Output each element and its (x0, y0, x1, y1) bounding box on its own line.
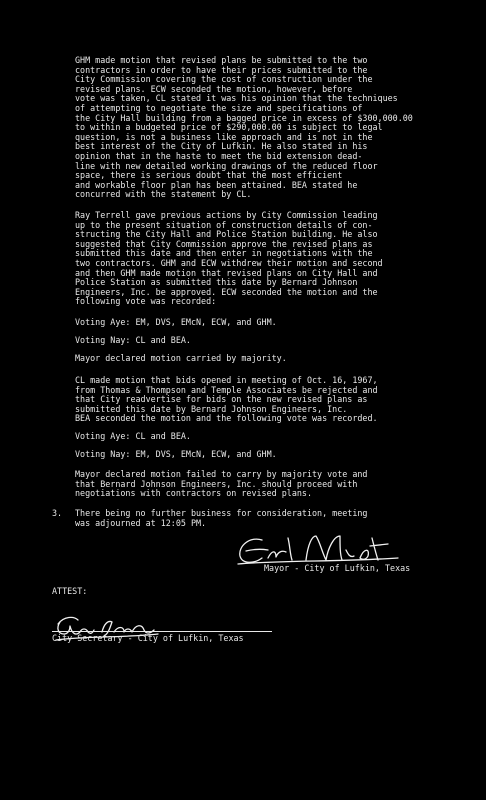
paragraph-ray-terrell (75, 211, 470, 307)
mayor-declaration-first: Mayor declared motion carried by majority. (75, 353, 287, 363)
text-line: and workable floor plan has been attained. BEA stated he (75, 180, 358, 190)
signature-line (52, 631, 272, 632)
text-line: concurred with the statement by CL. (75, 190, 252, 200)
text-line: opinion that in the haste to meet the bid extension dead- (75, 151, 363, 161)
text-line: negotiations with contractors on revised plans. (75, 489, 312, 499)
text-line: GHM made motion that revised plans be submitted to the two (75, 56, 368, 65)
paragraph-reject-bids-motion (75, 376, 470, 424)
text-line: submitted this date by Bernard Johnson Engineers, Inc. (75, 404, 348, 414)
text-line: suggested that City Commission approve the revised plans as (75, 239, 373, 249)
text-line: was adjourned at 12:05 PM. (75, 518, 207, 528)
item-number: 3. (52, 508, 63, 518)
text-line: contractors in order to have their prices submitted to the (75, 65, 368, 75)
text-line: Ray Terrell gave previous actions by City Commission leading (75, 211, 378, 220)
text-line: that Bernard Johnson Engineers, Inc. should proceed with (75, 479, 358, 489)
text-line: CL made motion that bids opened in meeting of Oct. 16, 1967, (75, 376, 378, 385)
text-line: from Thomas & Thompson and Temple Associates be rejected and (75, 385, 378, 395)
text-line: There being no further business for consideration, meeting (75, 509, 368, 518)
text-line: up to the present situation of construction details of con- (75, 220, 373, 230)
mayor-title: Mayor - City of Lufkin, Texas (264, 563, 411, 573)
text-line: submitted this date and then enter in negotiations with the (75, 249, 373, 259)
vote-nay-first: Voting Nay: CL and BEA. (75, 335, 191, 345)
text-line: BEA seconded the motion and the following vote was recorded. (75, 414, 378, 424)
text-line: best interest of the City of Lufkin. He also stated in his (75, 142, 368, 152)
text-line: and then GHM made motion that revised plans on City Hall and (75, 268, 378, 278)
text-line: of attempting to negotiate the size and specifications of (75, 103, 363, 113)
text-line: revised plans. ECW seconded the motion, however, before (75, 84, 353, 94)
text-line: Engineers, Inc. be approved. ECW seconded the motion and the (75, 287, 378, 297)
text-line: the City Hall building from a bagged price in excess of $300,000.00 (75, 113, 413, 123)
mayor-declaration-second (75, 470, 470, 499)
text-line: question, is not a business like approach and is not in the (75, 132, 373, 142)
paragraph-motion-revised-plans (75, 56, 470, 200)
item-text (75, 509, 470, 528)
text-line: two contractors. GHM and ECW withdrew their motion and second (75, 258, 383, 268)
text-line: City Commission covering the cost of construction under the (75, 75, 373, 85)
vote-nay-second: Voting Nay: EM, DVS, EMcN, ECW, and GHM. (75, 449, 277, 459)
vote-aye-first: Voting Aye: EM, DVS, EMcN, ECW, and GHM. (75, 317, 277, 327)
city-secretary-title: City Secretary - City of Lufkin, Texas (52, 633, 244, 643)
text-line: space, there is serious doubt that the most efficient (75, 171, 343, 181)
text-line: vote was taken, CL stated it was his opinion that the techniques (75, 94, 398, 104)
text-line: that City readvertise for bids on the new revised plans as (75, 395, 368, 405)
attest-label: ATTEST: (52, 586, 88, 596)
text-line: to within a budgeted price of $290,000.00 is subject to legal (75, 123, 383, 133)
text-line: line with new detailed working drawings of the reduced floor (75, 161, 378, 171)
text-line: Mayor declared motion failed to carry by majority vote and (75, 470, 368, 479)
vote-aye-second: Voting Aye: CL and BEA. (75, 431, 191, 441)
text-line: following vote was recorded: (75, 297, 217, 307)
agenda-item-3 (52, 509, 472, 528)
text-line: structing the City Hall and Police Station building. He also (75, 230, 378, 240)
text-line: Police Station as submitted this date by Bernard Johnson (75, 278, 358, 288)
